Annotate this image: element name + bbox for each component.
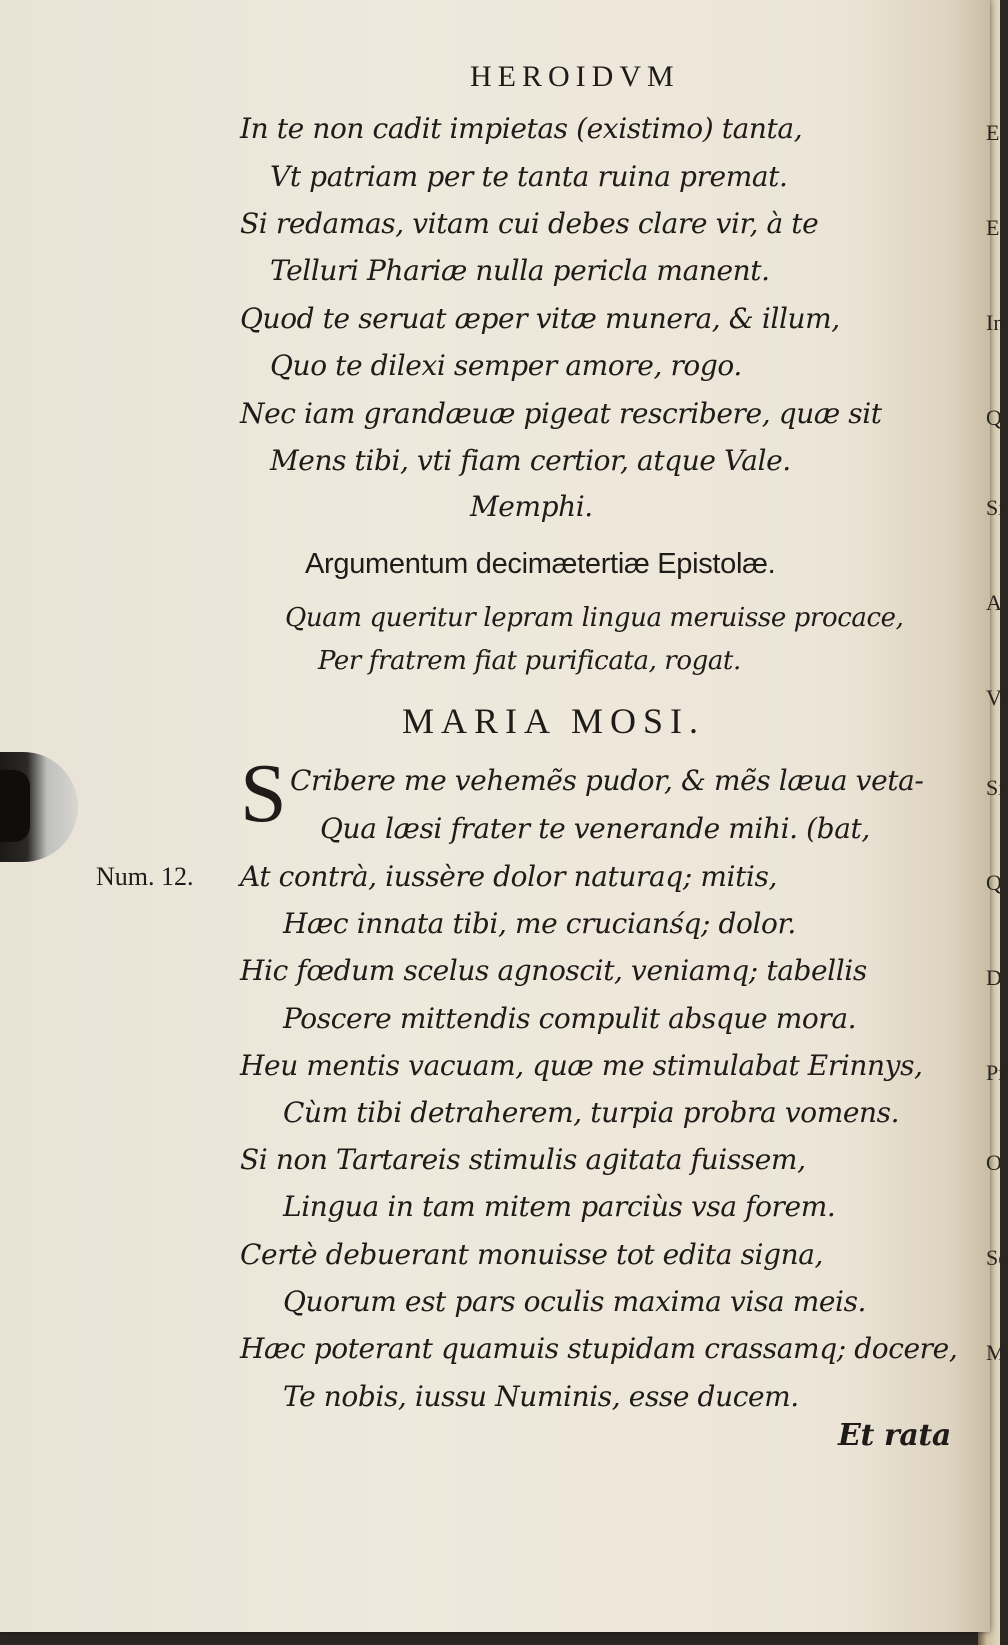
gutter-letter: E <box>986 120 1000 145</box>
gutter-letter: O <box>986 1150 1002 1175</box>
verse-line: Cribere me vehemẽs pudor, & mẽs læua veta- <box>290 764 924 797</box>
drop-capital: S <box>240 747 287 840</box>
argument-heading: Argumentum decimætertiæ Epistolæ. <box>305 548 776 580</box>
verse-line: Mens tibi, vti fiam certior, atque Vale. <box>270 444 791 477</box>
catchword: Et rata <box>838 1418 951 1453</box>
verse-line: Si redamas, vitam cui debes clare vir, à te <box>240 207 819 240</box>
verse-line: Si non Tartareis stimulis agitata fuissem, <box>240 1143 806 1176</box>
verse-line: Poscere mittendis compulit absque mora. <box>283 1002 857 1035</box>
verse-line: Vt patriam per te tanta ruina premat. <box>270 160 788 193</box>
verse-line: Quod te seruat æper vitæ munera, & illum, <box>240 302 840 335</box>
gutter-letter: Si <box>986 495 1005 520</box>
gutter-letter: A <box>986 590 1002 615</box>
verse-line: Te nobis, iussu Numinis, esse ducem. <box>283 1380 799 1413</box>
verse-line: Certè debuerant monuisse tot edita signa, <box>240 1238 824 1271</box>
verse-line: Cùm tibi detraherem, turpia probra vomens. <box>283 1096 900 1129</box>
gutter-letter: Si <box>986 775 1005 800</box>
gutter-letter: Vi <box>986 685 1007 710</box>
gutter-letter: D <box>986 965 1002 990</box>
verse-line: Heu mentis vacuam, quæ me stimulabat Erinnys, <box>240 1049 923 1082</box>
verse-line: Hæc innata tibi, me crucianśq; dolor. <box>283 907 796 940</box>
place-line: Memphi. <box>470 490 593 523</box>
gutter-letter: Pr <box>986 1060 1006 1085</box>
verse-line: Quo te dilexi semper amore, rogo. <box>270 349 742 382</box>
gutter-letter: E <box>986 215 1000 240</box>
verse-line: Hæc poterant quamuis stupidam crassamq; docere, <box>240 1332 958 1365</box>
gutter-letter: Q <box>986 405 1002 430</box>
gutter-letter: Q <box>986 870 1002 895</box>
verse-line: Nec iam grandæuæ pigeat rescribere, quæ sit <box>240 397 882 430</box>
epistle-title: MARIA MOSI. <box>402 701 706 741</box>
running-head: HEROIDVM <box>470 60 680 93</box>
gutter-letter: Se <box>986 1245 1008 1270</box>
verse-line: In te non cadit impietas (existimo) tanta, <box>240 112 803 145</box>
verse-line: Telluri Phariæ nulla pericla manent. <box>270 254 770 287</box>
gutter-letter: In <box>986 310 1005 335</box>
verse-line: Hic fœdum scelus agnoscit, veniamq; tabellis <box>240 954 867 987</box>
verse-line: At contrà, iussère dolor naturaq; mitis, <box>240 860 777 893</box>
gutter-letter: M <box>986 1340 1006 1365</box>
verse-line: Quorum est pars oculis maxima visa meis. <box>283 1285 867 1318</box>
page-tab-shadow <box>0 770 30 842</box>
verse-line: Lingua in tam mitem parciùs vsa forem. <box>283 1190 836 1223</box>
verse-line: Qua læsi frater te venerande mihi. (bat, <box>320 812 870 845</box>
margin-note: Num. 12. <box>96 862 194 891</box>
argument-verse: Quam queritur lepram lingua meruisse procace, <box>285 603 904 633</box>
argument-verse: Per fratrem fiat purificata, rogat. <box>318 646 741 676</box>
